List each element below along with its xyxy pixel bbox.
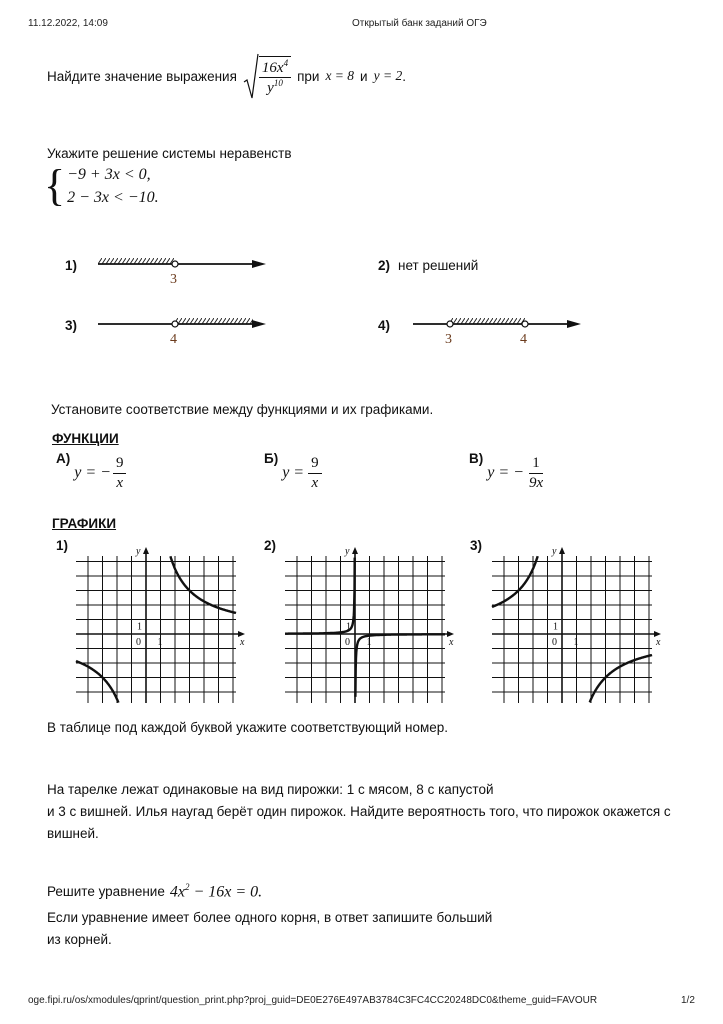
y-unit-label: 1: [137, 621, 142, 633]
option-4-label: 4): [378, 318, 391, 333]
graph-1-label: 1): [56, 538, 69, 553]
y-axis-arrow-icon: [559, 547, 565, 554]
print-title: Открытый банк заданий ОГЭ: [352, 18, 487, 29]
x-unit-label: 1: [573, 637, 579, 648]
brace-icon: {: [44, 161, 66, 210]
page-number: 1/2: [681, 995, 695, 1006]
task-4-line-1: На тарелке лежат одинаковые на вид пирожки: 1 с мясом, 8 с капустой: [47, 782, 494, 797]
hyperbola-branch: [285, 558, 355, 634]
task-3-instruction: В таблице под каждой буквой укажите соответствующий номер.: [47, 720, 449, 735]
option-4-point-b: 4: [520, 332, 527, 347]
y-axis-arrow-icon: [143, 547, 149, 554]
equation-rest: − 16x = 0.: [189, 883, 263, 901]
x-value: x = 8: [325, 68, 355, 83]
y-axis-label: y: [136, 546, 141, 557]
option-4-point-a: 3: [445, 332, 452, 347]
function-c: [469, 451, 546, 491]
option-3-point: 4: [170, 332, 177, 347]
function-a-lhs: y = −: [74, 464, 111, 481]
inequality-1: −9 + 3x < 0,: [67, 166, 151, 183]
at-word: при: [297, 68, 320, 84]
option-2-label: 2): [378, 258, 391, 273]
option-1-label: 1): [65, 258, 78, 273]
function-b-label: Б): [264, 451, 279, 466]
task-1: [47, 52, 406, 100]
option-1-number-line: [90, 252, 270, 288]
function-a: [56, 451, 126, 491]
task-5-equation-line: [47, 882, 262, 901]
numerator: 16x: [261, 59, 284, 76]
y-axis-arrow-icon: [352, 547, 358, 554]
function-a-num: 9: [113, 455, 127, 474]
hyperbola-branch: [590, 655, 652, 702]
task-4: [47, 779, 671, 845]
print-datetime: 11.12.2022, 14:09: [28, 18, 108, 29]
function-b: [264, 451, 322, 491]
function-b-den: x: [311, 474, 319, 491]
function-a-den: x: [116, 474, 124, 491]
graph-1: [68, 538, 248, 708]
hyperbola-branch: [492, 556, 538, 607]
origin-label: 0: [345, 637, 350, 648]
hyperbola-branch: [170, 556, 236, 613]
task-5-text: [47, 907, 492, 951]
numerator-exponent: 4: [283, 57, 289, 68]
function-c-num: 1: [529, 455, 543, 474]
x-axis-label: x: [656, 637, 661, 648]
task-5-prompt: Решите уравнение: [47, 884, 165, 900]
x-axis-label: x: [240, 637, 245, 648]
task-5-line-2: Если уравнение имеет более одного корня, в ответ запишите больший: [47, 910, 493, 925]
function-b-num: 9: [308, 455, 322, 474]
y-unit-label: 1: [553, 621, 558, 633]
and-word: и: [360, 68, 368, 84]
sqrt-fraction: [259, 56, 291, 97]
graph-2: [277, 538, 457, 708]
task-5-line-3: из корней.: [47, 932, 112, 947]
option-4-number-line: [405, 312, 585, 348]
x-axis-label: x: [449, 637, 454, 648]
function-c-den: 9x: [528, 474, 544, 491]
option-2-text: нет решений: [398, 258, 479, 273]
equation-exponent: 2: [184, 882, 190, 892]
inequality-2: 2 − 3x < −10.: [67, 189, 159, 206]
denominator-exponent: 10: [273, 78, 283, 88]
print-url: oge.fipi.ru/os/xmodules/qprint/question_print.php?proj_guid=DE0E276E497AB3784C3FC4CC20248DC0&theme_guid=FAVOUR: [28, 995, 598, 1006]
y-axis-label: y: [552, 546, 557, 557]
task-2-prompt: Укажите решение системы неравенств: [47, 146, 292, 161]
denominator: y: [267, 80, 274, 96]
option-1-point: 3: [170, 272, 177, 287]
sqrt-expression: [243, 52, 291, 100]
hyperbola-branch: [76, 661, 118, 703]
option-3-label: 3): [65, 318, 78, 333]
x-unit-label: 1: [366, 637, 372, 648]
graph-2-label: 2): [264, 538, 277, 553]
period: .: [402, 68, 406, 84]
y-unit-label: 1: [346, 621, 351, 633]
origin-label: 0: [136, 637, 141, 648]
graph-3: [484, 538, 664, 708]
y-value: y = 2: [373, 68, 403, 83]
option-3-number-line: [90, 312, 270, 348]
sqrt-icon: [243, 52, 259, 100]
task-1-prompt: Найдите значение выражения: [47, 68, 237, 84]
function-b-lhs: y =: [282, 464, 305, 481]
x-unit-label: 1: [157, 637, 163, 648]
function-c-lhs: y = −: [487, 464, 524, 481]
task-4-line-2: и 3 с вишней. Илья наугад берёт один пирожок. Найдите вероятность того, что пирожок окажется с: [47, 804, 671, 819]
graphs-header: ГРАФИКИ: [52, 516, 117, 531]
graph-3-label: 3): [470, 538, 483, 553]
task-4-line-3: вишней.: [47, 826, 99, 841]
task-3-prompt: Установите соответствие между функциями и их графиками.: [51, 402, 434, 417]
y-axis-label: y: [345, 546, 350, 557]
origin-label: 0: [552, 637, 557, 648]
function-a-label: А): [56, 451, 71, 466]
function-c-label: В): [469, 451, 484, 466]
functions-header: ФУНКЦИИ: [52, 431, 119, 446]
inequality-system: [44, 163, 159, 209]
equation-term: 4x: [169, 883, 185, 901]
